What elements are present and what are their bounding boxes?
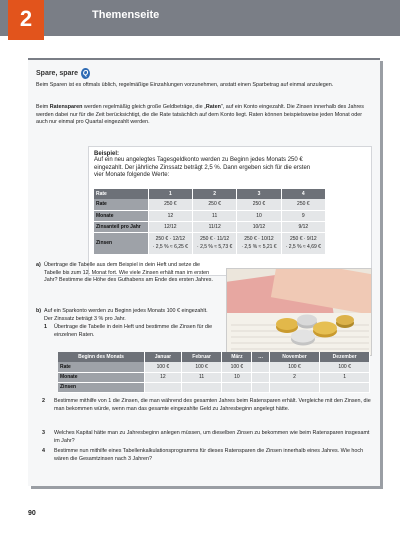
zins-formula: 250 € · 10/12 <box>244 236 274 242</box>
zins-result: · 2,5 % ≈ 5,73 € <box>197 244 233 250</box>
table-cell: 12 <box>148 210 192 221</box>
table-cell <box>145 382 182 392</box>
task-b-text: Auf ein Sparkonto werden zu Beginn jedes Monats 100 € eingezahlt. Der Zinssatz beträgt 3 % pro Jahr. <box>44 308 208 322</box>
task-4 <box>36 448 372 463</box>
table-cell: 12/12 <box>148 221 192 232</box>
task-2 <box>36 398 372 413</box>
table-row <box>58 382 370 392</box>
table-row <box>58 372 370 382</box>
rate-header-cell: Januar <box>145 352 182 362</box>
rate-header-cell: Dezember <box>320 352 370 362</box>
row-label: Rate <box>94 199 148 210</box>
example-header-cell: 1 <box>148 189 192 199</box>
content-panel <box>28 58 380 486</box>
task-3-text: Welches Kapital hätte man zu Jahresbeginn anlegen müssen, um dieselben Zinsen zu bekommen wie beim Ratensparen insgesamt im Jahr? <box>54 430 370 444</box>
task-4-number: 4 <box>42 448 45 454</box>
table-cell: 11 <box>181 372 222 382</box>
table-row <box>94 232 326 254</box>
table-cell: 9 <box>281 210 325 221</box>
table-cell <box>269 382 320 392</box>
task-a-label: a) <box>36 262 41 268</box>
p2-bold-term: Ratensparen <box>49 104 83 110</box>
task-a-text: Übertrage die Tabelle aus dem Beispiel in dein Heft und setze die Tabelle bis zum 12. Monat fort. Wie viele Zinsen erhält man im ersten Jahr? Bestimme die Höhe des Guthabens am Ende des ersten Jahres. <box>44 262 213 284</box>
example-header-cell: 4 <box>281 189 325 199</box>
zins-formula: 250 € · 9/12 <box>289 236 317 242</box>
rate-header-cell: Februar <box>181 352 222 362</box>
table-cell: 11/12 <box>193 221 237 232</box>
table-row <box>58 362 370 372</box>
task-4-text: Bestimme nun mithilfe eines Tabellenkalkulationsprogramms für dieses Ratensparen die Zinsen innerhalb eines Jahres. Wie hoch wären die Gesamtzinsen nach 3 Jahren? <box>54 448 364 462</box>
row-label: Zinsanteil pro Jahr <box>94 221 148 232</box>
task-1-text: Übertrage die Tabelle in dein Heft und bestimme die Zinsen für die einzelnen Raten. <box>54 324 213 338</box>
zins-formula: 250 € · 11/12 <box>200 236 230 242</box>
table-cell <box>252 362 269 372</box>
table-cell: 100 € <box>222 362 252 372</box>
table-cell: 100 € <box>320 362 370 372</box>
coins-photo <box>226 268 372 356</box>
task-3-number: 3 <box>42 430 45 436</box>
section-title-text: Spare, spare <box>36 70 79 77</box>
p2-bold-raten: Raten <box>205 104 221 110</box>
row-label: Zinsen <box>94 232 148 254</box>
table-cell <box>252 372 269 382</box>
table-row <box>94 221 326 232</box>
example-text: Auf ein neu angelegtes Tagesgeldkonto werden zu Beginn jedes Monats 250 € eingezahlt. Der jährliche Zinssatz beträgt 2,5 %. Dann ergeben sich für die ersten vier Monate folgende Werte: <box>94 157 311 179</box>
page-number: 90 <box>28 510 36 517</box>
row-label: Rate <box>58 362 145 372</box>
p2-part1: Beim <box>36 104 50 110</box>
table-cell: 11 <box>193 210 237 221</box>
p2-part2: werden regelmäßig gleich große Geldbeträge, die „ <box>82 104 206 110</box>
rate-header-cell: Beginn des Monats <box>58 352 145 362</box>
table-cell <box>252 382 269 392</box>
example-header-cell: 3 <box>237 189 281 199</box>
ratensparen-paragraph <box>36 104 372 127</box>
section-title <box>36 68 90 79</box>
example-table <box>94 189 326 255</box>
task-2-text: Bestimme mithilfe von 1 die Zinsen, die man während des gesamten Jahres beim Ratensparen erhält. Vergleiche mit den Zinsen, die man bekommen würde, wenn man das gesamte eingezahlte Geld zu Jahresbeginn angelegt hätte. <box>54 398 371 412</box>
zins-cell <box>148 232 192 254</box>
example-table-header <box>94 189 326 199</box>
zins-result: · 2,5 % ≈ 5,21 € <box>241 244 277 250</box>
table-cell <box>320 382 370 392</box>
rate-header-cell: … <box>252 352 269 362</box>
task-1-number: 1 <box>44 324 47 330</box>
table-cell <box>181 382 222 392</box>
table-row <box>94 210 326 221</box>
rate-header-cell: März <box>222 352 252 362</box>
coins-illustration <box>227 269 372 356</box>
zins-cell <box>193 232 237 254</box>
table-cell: 12 <box>145 372 182 382</box>
page-header <box>0 0 400 36</box>
zins-cell <box>281 232 325 254</box>
rate-table <box>58 352 370 393</box>
p2-part3: ", auf ein Konto eingezahlt. Die Zinsen innerhalb des Jahres werden dabei nur für die Zeit berücksichtigt, die die Rate tatsächlich auf dem Konto liegt. Raten können beispielsweise jeden Monat oder auch nur einmal pro Quartal eingezahlt werden. <box>36 104 364 126</box>
task-2-number: 2 <box>42 398 45 404</box>
header-title: Themenseite <box>92 9 160 21</box>
table-cell: 250 € <box>148 199 192 210</box>
chapter-number: 2 <box>8 0 44 40</box>
row-label: Zinsen <box>58 382 145 392</box>
table-cell: 1 <box>320 372 370 382</box>
table-cell: 100 € <box>269 362 320 372</box>
intro-paragraph: Beim Sparen ist es oftmals üblich, regelmäßige Einzahlungen vorzunehmen, anstatt einen Sparbetrag auf einmal anzulegen. <box>36 82 334 88</box>
table-cell: 10 <box>237 210 281 221</box>
table-cell: 250 € <box>237 199 281 210</box>
table-cell: 100 € <box>181 362 222 372</box>
example-header-cell: 2 <box>193 189 237 199</box>
row-label: Monate <box>58 372 145 382</box>
table-cell: 250 € <box>193 199 237 210</box>
example-title: Beispiel: <box>94 151 120 157</box>
q-icon: Q <box>82 70 89 77</box>
table-cell: 250 € <box>281 199 325 210</box>
zins-result: · 2,5 % ≈ 6,25 € <box>152 244 188 250</box>
row-label: Monate <box>94 210 148 221</box>
rate-table-header <box>58 352 370 362</box>
example-box <box>88 146 372 276</box>
rate-header-cell: November <box>269 352 320 362</box>
task-3 <box>36 430 372 445</box>
table-cell: 9/12 <box>281 221 325 232</box>
zins-formula: 250 € · 12/12 <box>155 236 186 242</box>
table-cell: 2 <box>269 372 320 382</box>
table-cell <box>222 382 252 392</box>
table-row <box>94 199 326 210</box>
table-cell: 10 <box>222 372 252 382</box>
zins-result: · 2,5 % ≈ 4,69 € <box>285 244 321 250</box>
example-header-cell: Rate <box>94 189 148 199</box>
table-cell: 10/12 <box>237 221 281 232</box>
table-cell: 100 € <box>145 362 182 372</box>
zins-cell <box>237 232 281 254</box>
task-b-label: b) <box>36 308 42 314</box>
